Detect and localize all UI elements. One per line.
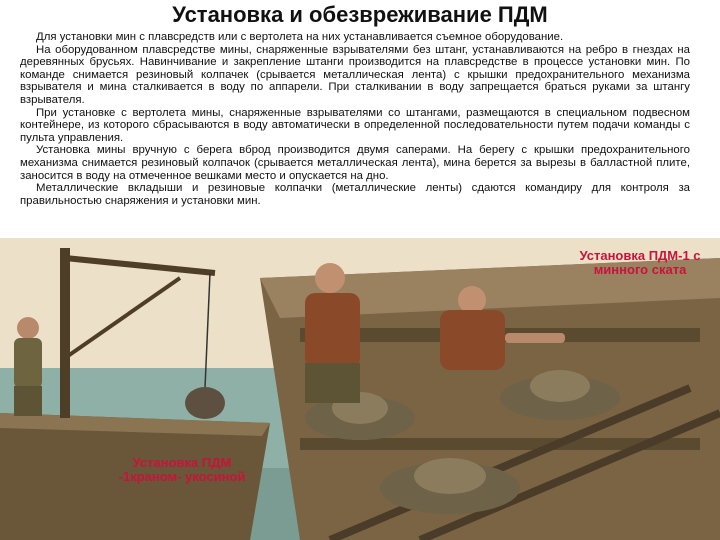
paragraph: Установка мины вручную с берега вброд производится двумя саперами. На берегу с крышки предохранительного механизма снимается резиновый колпачок (срывается металлическая лента), мина берется за вырезы в балластной плите, заносится в воду на отмеченное вешками место и опускается на дно. bbox=[20, 144, 690, 182]
paragraph: Металлические вкладыши и резиновые колпачки (металлические ленты) сдаются командиру для контроля за правильностью снаряжения и установки мин. bbox=[20, 182, 690, 207]
page-title: Установка и обезвреживание ПДМ bbox=[172, 2, 548, 27]
caption-mine-chute: Установка ПДМ-1 с минного ската bbox=[579, 248, 701, 277]
soldier-left bbox=[14, 317, 42, 416]
paragraph: При установке с вертолета мины, снаряженные взрывателями со штангами, размещаются в специальном подвесном контейнере, из которого сбрасываются в воду автоматически в определенной последовательности путем подачи команды с пульта управления. bbox=[20, 106, 690, 144]
caption-crane: Установка ПДМ -1краном- укосиной bbox=[118, 455, 246, 484]
mine-laying-illustration bbox=[0, 238, 720, 540]
paragraph: На оборудованном плавсредстве мины, снаряженные взрывателями без штанг, устанавливаются на ребро в гнездах на деревянных брусьях. Навинчивание и закрепление штанги производится на плавсредстве в процессе установки мин. По команде снимается резиновый колпачек (срывается металлическая лента) с крышки предохранительного механизма взрывателя и мина сталкивается в воду по аппарели. При сталкивании в воду запрещается браться руками за штангу взрывателя. bbox=[20, 43, 690, 106]
paragraph: Для установки мин с плавсредств или с вертолета на них устанавливается съемное оборудование. bbox=[36, 31, 564, 43]
body-text bbox=[20, 31, 690, 207]
